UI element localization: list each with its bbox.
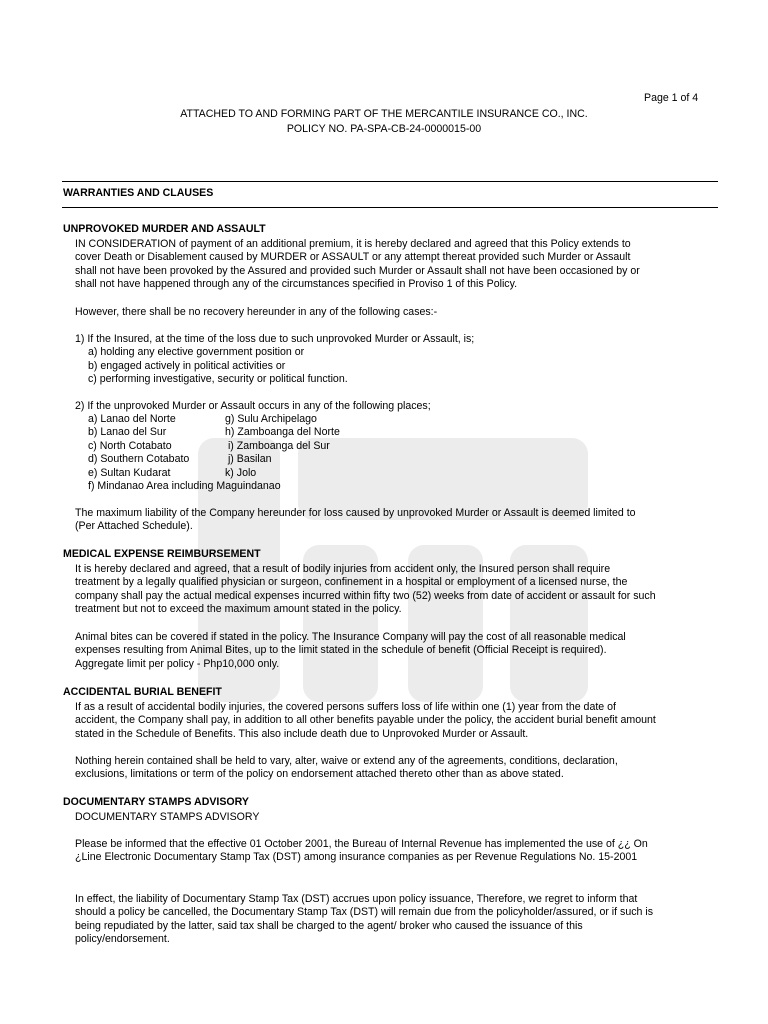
burial-line: If as a result of accidental bodily injuries, the covered persons suffers loss of life within one (1) year from the date of [75, 701, 616, 713]
place-item: g) Sulu Archipelago [225, 413, 317, 425]
medical-line: company shall pay the actual medical expenses incurred within fifty two (52) weeks from date of accident or assault for such [75, 589, 656, 602]
burial-paragraph-2 [75, 755, 715, 782]
murder-intro-line: IN CONSIDERATION of payment of an additional premium, it is hereby declared and agreed that this Policy extends to [75, 238, 631, 250]
burial-line: stated in the Schedule of Benefits. This also include death due to Unprovoked Murder or Assault. [75, 727, 529, 740]
murder-intro-line: shall not have happened through any of the circumstances specified in Proviso 1 of this Policy. [75, 278, 518, 291]
dst-line: policy/endorsement. [75, 933, 170, 946]
murder-max-liability [75, 507, 715, 534]
medical-line: treatment by a legally qualified physician or surgeon, confinement in a hospital or employment of a licensed nurse, the [75, 576, 628, 589]
header-policy-number: POLICY NO. PA-SPA-CB-24-0000015-00 [286, 123, 482, 135]
section-title-dst: DOCUMENTARY STAMPS ADVISORY [63, 796, 249, 808]
burial-line: exclusions, limitations or term of the policy on endorsement attached thereto other than as above stated. [75, 768, 564, 781]
case-1-item: b) engaged actively in political activities or [88, 359, 286, 372]
medical-line: treatment but not to exceed the maximum amount stated in the policy. [75, 603, 402, 616]
dst-line: Please be informed that the effective 01 October 2001, the Bureau of Internal Revenue has implemented the use of ¿¿ On [75, 838, 648, 850]
dst-line: In effect, the liability of Documentary Stamp Tax (DST) accrues upon policy issuance, Therefore, we regret to inform that [75, 893, 638, 905]
place-item: i) Zamboanga del Sur [225, 439, 330, 452]
medical-paragraph-2 [75, 631, 715, 671]
dst-line: being repudiated by the latter, said tax shall be charged to the agent/ broker who caused the issuance of this [75, 919, 583, 932]
max-liability-line: (Per Attached Schedule). [75, 520, 193, 533]
murder-intro-line: shall not have been provoked by the Assured and provided such Murder or Assault shall not have been occasioned by or [75, 264, 640, 277]
dst-subtitle: DOCUMENTARY STAMPS ADVISORY [75, 811, 260, 823]
warranties-title: WARRANTIES AND CLAUSES [63, 187, 214, 199]
dst-line: ¿Line Electronic Documentary Stamp Tax (DST) among insurance companies as per Revenue Regulations No. 15-2001 [75, 851, 638, 864]
murder-case-1 [75, 333, 715, 387]
place-item: k) Jolo [225, 466, 257, 479]
section-title-burial: ACCIDENTAL BURIAL BENEFIT [63, 686, 222, 698]
place-item: j) Basilan [225, 453, 272, 466]
case-1-heading: 1) If the Insured, at the time of the loss due to such unprovoked Murder or Assault, is; [75, 333, 475, 345]
medical-line: It is hereby declared and agreed, that a result of bodily injuries from accident only, the Insured person shall require [75, 563, 611, 575]
place-item: f) Mindanao Area including Maguindanao [88, 479, 281, 492]
case-1-item: c) performing investigative, security or political function. [88, 373, 348, 386]
burial-paragraph-1 [75, 701, 715, 741]
places-list [88, 413, 340, 493]
header-company-line: ATTACHED TO AND FORMING PART OF THE MERCANTILE INSURANCE CO., INC. [180, 108, 588, 120]
burial-line: accident, the Company shall pay, in addition to all other benefits payable under the policy, the accident burial benefit amount [75, 714, 656, 727]
page-number: Page 1 of 4 [644, 92, 699, 104]
dst-line: should a policy be cancelled, the Documentary Stamp Tax (DST) will remain due from the policyholder/assured, or if such is [75, 906, 654, 919]
case-1-item: a) holding any elective government position or [88, 346, 305, 359]
burial-line: Nothing herein contained shall be held to vary, alter, waive or extend any of the agreements, conditions, declaration, [75, 755, 618, 767]
murder-however: However, there shall be no recovery hereunder in any of the following cases:- [75, 306, 438, 318]
medical-paragraph-1 [75, 563, 715, 617]
murder-intro-line: cover Death or Disablement caused by MURDER or ASSAULT or any attempt thereat provided such Murder or Assault [75, 251, 631, 264]
place-item: b) Lanao del Sur [88, 426, 167, 439]
medical-line: Animal bites can be covered if stated in the policy. The Insurance Company will pay the cost of all reasonable medical [75, 631, 626, 643]
divider-bottom [62, 207, 718, 208]
place-item: a) Lanao del Norte [88, 413, 176, 425]
divider-top [62, 181, 718, 182]
medical-line: Aggregate limit per policy - Php10,000 only. [75, 657, 280, 670]
place-item: e) Sultan Kudarat [88, 466, 171, 479]
murder-case-2: 2) If the unprovoked Murder or Assault occurs in any of the following places; [75, 400, 431, 412]
place-item: d) Southern Cotabato [88, 453, 190, 466]
dst-paragraph-1 [75, 838, 715, 865]
place-item: h) Zamboanga del Norte [225, 426, 340, 439]
section-title-medical: MEDICAL EXPENSE REIMBURSEMENT [63, 548, 261, 560]
murder-intro-paragraph [75, 238, 715, 292]
dst-paragraph-2 [75, 893, 715, 947]
section-title-murder: UNPROVOKED MURDER AND ASSAULT [63, 223, 266, 235]
place-item: c) North Cotabato [88, 439, 172, 452]
medical-line: expenses resulting from Animal Bites, up to the limit stated in the schedule of benefit (Official Receipt is required). [75, 644, 607, 657]
max-liability-line: The maximum liability of the Company hereunder for loss caused by unprovoked Murder or Assault is deemed limited to [75, 507, 636, 519]
